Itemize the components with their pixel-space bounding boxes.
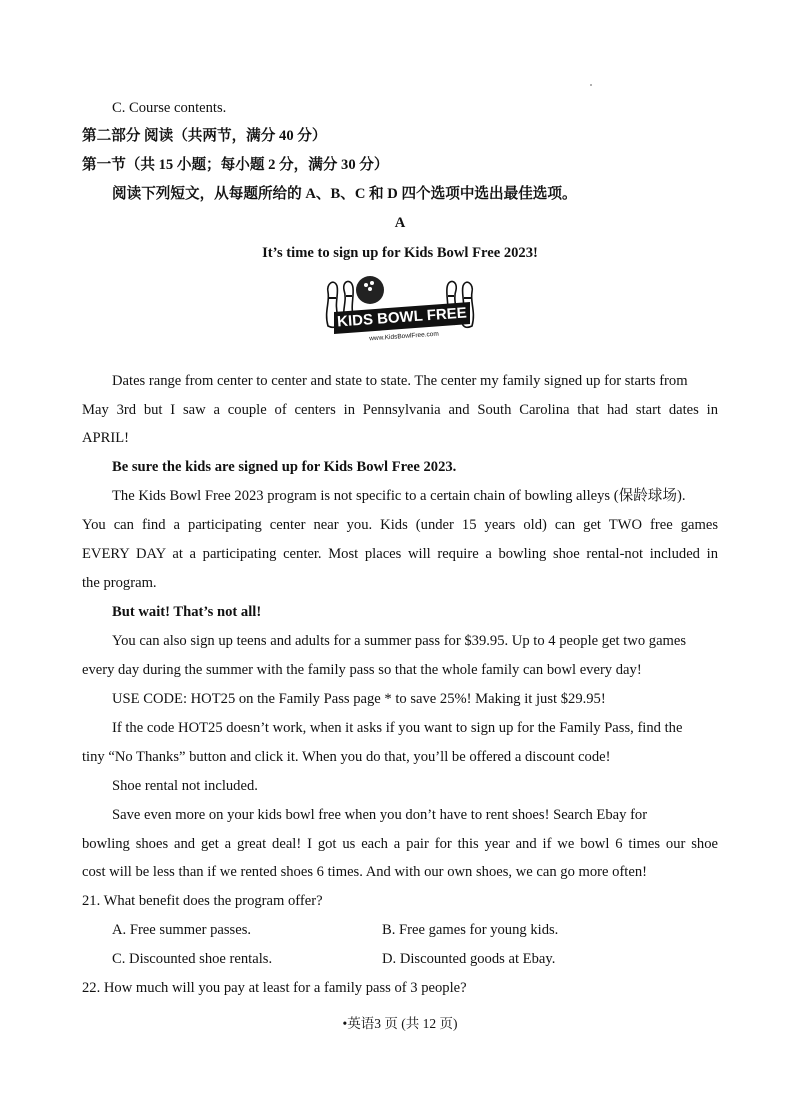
p1-line1: Dates range from center to center and state to state. The center my family signed up for starts from (112, 373, 688, 389)
article-title: It’s time to sign up for Kids Bowl Free 2023! (262, 245, 538, 261)
page-footer: •英语3 页 (共 12 页) (342, 1016, 458, 1031)
subheading-not-all: But wait! That’s not all! (112, 604, 262, 620)
p7-line3: cost will be less than if we rented shoes 6 times. And with our own shoes, we can go more often! (82, 864, 647, 880)
kids-bowl-free-logo (320, 268, 480, 342)
prev-option-c: C. Course contents. (112, 100, 227, 116)
instruction: 阅读下列短文，从每题所给的 A、B、C 和 D 四个选项中选出最佳选项。 (112, 186, 577, 202)
p5-line1: If the code HOT25 doesn’t work, when it asks if you want to sign up for the Family Pass, find the (112, 720, 683, 736)
p2-line3: EVERY DAY at a participating center. Most places will require a bowling shoe rental-not included in (82, 546, 718, 562)
p4-code: USE CODE: HOT25 on the Family Pass page * to save 25%! Making it just $29.95! (112, 691, 606, 707)
p7-line1: Save even more on your kids bowl free when you don’t have to rent shoes! Search Ebay for (112, 807, 648, 823)
logo-wordmark: KIDS BOWL FREE (336, 304, 468, 331)
subheading-signed-up: Be sure the kids are signed up for Kids Bowl Free 2023. (112, 459, 457, 475)
p7-line2: bowling shoes and get a great deal! I got us each a pair for this year and if we bowl 6 times our shoe (82, 836, 718, 852)
p2-line2: You can find a participating center near you. Kids (under 15 years old) can get TWO free games (82, 517, 718, 533)
section-heading: 第一节（共 15 小题；每小题 2 分，满分 30 分） (82, 157, 389, 173)
q21-stem: 21. What benefit does the program offer? (82, 893, 323, 909)
p1-line3: APRIL! (82, 430, 130, 446)
q22-stem: 22. How much will you pay at least for a family pass of 3 people? (82, 980, 467, 996)
passage-letter: A (394, 215, 406, 231)
q21-option-a: A. Free summer passes. (112, 922, 252, 938)
q21-option-b: B. Free games for young kids. (382, 922, 559, 938)
q21-option-d: D. Discounted goods at Ebay. (382, 951, 556, 967)
p1-line2: May 3rd but I saw a couple of centers in Pennsylvania and South Carolina that had start dates in (82, 402, 718, 418)
scan-speck (590, 84, 592, 86)
logo-url: www.KidsBowlFree.com (369, 330, 440, 342)
q21-option-c: C. Discounted shoe rentals. (112, 951, 273, 967)
p6-shoe-rental: Shoe rental not included. (112, 778, 258, 794)
p5-line2: tiny “No Thanks” button and click it. When you do that, you’ll be offered a discount code! (82, 749, 611, 765)
p3-line1: You can also sign up teens and adults for a summer pass for $39.95. Up to 4 people get two games (112, 633, 687, 649)
part-heading: 第二部分 阅读（共两节，满分 40 分） (82, 128, 327, 144)
p3-line2: every day during the summer with the family pass so that the whole family can bowl every day! (82, 662, 642, 678)
p2-line1: The Kids Bowl Free 2023 program is not specific to a certain chain of bowling alleys (保龄球场). (112, 488, 686, 504)
p2-line4: the program. (82, 575, 157, 591)
